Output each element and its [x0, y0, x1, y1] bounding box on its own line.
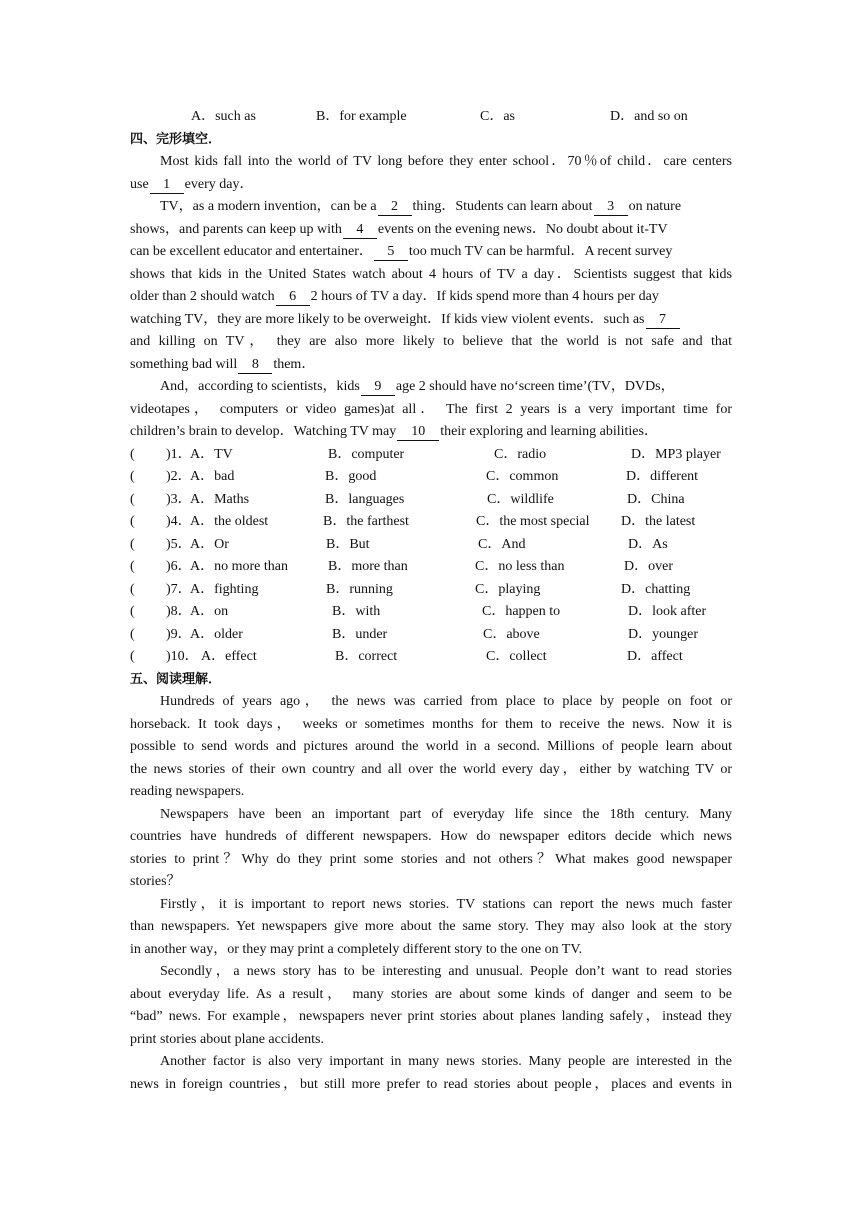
option-b: B．correct — [335, 649, 398, 664]
reading-line: reading newspapers. — [130, 784, 245, 799]
cloze-p1-line2: use 1 every day． — [130, 176, 254, 192]
top-options-row — [130, 106, 732, 129]
reading-line: print stories about plane accidents. — [130, 1031, 324, 1047]
section-5-heading: 五、阅读理解． — [130, 671, 222, 687]
question-number: )5． — [166, 536, 192, 552]
option-c: C．common — [486, 469, 559, 484]
option-b: B．languages — [325, 491, 405, 507]
option-a: A．TV — [190, 446, 233, 462]
cloze-p2-line8: something bad will 8 them． — [130, 356, 316, 372]
question-list — [130, 444, 732, 669]
option-d: D．over — [624, 559, 673, 574]
option-d: D．MP3 player — [631, 446, 721, 462]
question-number: )10． — [166, 649, 199, 664]
option-a: A．on — [190, 604, 229, 619]
cloze-p3-line2: videotapes， computers or video games)at all． The first 2 years is a very important time for — [130, 401, 732, 417]
reading-line: about everyday life. As a result， many stories are about some kinds of danger and seem to be — [130, 986, 732, 1002]
reading-line: Firstly，it is important to report news stories. TV stations can report the news much faster — [160, 896, 732, 912]
blank-4: 4 — [343, 221, 377, 239]
cloze-p3-line1: And，according to scientists，kids 9 age 2 should have no‘screen time’(TV，DVDs， — [160, 379, 675, 394]
option-c: C．collect — [486, 649, 547, 664]
question-row — [130, 444, 732, 467]
option-d: D．look after — [628, 604, 707, 619]
option-d: D．China — [627, 491, 685, 507]
top-option-c: C．as — [480, 109, 515, 124]
question-row — [130, 579, 732, 602]
blank-9: 9 — [361, 378, 395, 396]
top-option-a: A．such as — [191, 109, 256, 124]
blank-10: 10 — [397, 423, 439, 441]
question-row — [130, 534, 732, 557]
cloze-p2-line3: can be excellent educator and entertainer． 5 too much TV can be harmful．A recent survey — [130, 244, 673, 259]
question-row — [130, 511, 732, 534]
option-a: A．older — [190, 626, 243, 642]
blank-8: 8 — [238, 356, 272, 374]
question-row — [130, 556, 732, 579]
question-number: )3． — [166, 491, 192, 507]
question-row — [130, 624, 732, 647]
question-paren: ( — [130, 559, 135, 574]
question-row — [130, 601, 732, 624]
question-paren: ( — [130, 649, 135, 664]
option-c: C．playing — [475, 581, 541, 597]
option-b: B．with — [332, 604, 381, 619]
reading-line: Hundreds of years ago， the news was carried from place to place by people on foot or — [160, 694, 732, 709]
reading-line: horseback. It took days， weeks or sometimes months for them to receive the news. Now it is — [130, 716, 732, 732]
blank-1: 1 — [150, 176, 184, 194]
question-number: )7． — [166, 581, 192, 597]
question-paren: ( — [130, 491, 135, 507]
cloze-p2-line7: and killing on TV， they are also more likely to believe that the world is not safe and that — [130, 334, 732, 349]
option-b: B．under — [332, 626, 388, 642]
question-paren: ( — [130, 604, 135, 619]
option-b: B．But — [326, 536, 370, 552]
reading-line: stories？ — [130, 874, 181, 889]
question-paren: ( — [130, 536, 135, 552]
cloze-p2-line1: TV，as a modern invention，can be a 2 thing．Students can learn about 3 on nature — [160, 199, 682, 214]
reading-line: stories to print？Why do they print some stories and not others？What makes good newspaper — [130, 851, 732, 867]
reading-line: countries have hundreds of different newspapers. How do newspaper editors decide which news — [130, 829, 732, 844]
blank-6: 6 — [276, 288, 310, 306]
option-a: A．fighting — [190, 581, 259, 597]
option-d: D．different — [626, 469, 699, 484]
cloze-p2-line2: shows，and parents can keep up with 4 events on the evening news．No doubt about it-TV — [130, 221, 668, 237]
cloze-p3-line3: children’s brain to develop．Watching TV may 10 their exploring and learning abilities． — [130, 424, 658, 439]
blank-5: 5 — [374, 243, 408, 261]
option-d: D．affect — [627, 649, 683, 664]
question-paren: ( — [130, 626, 135, 642]
option-c: C．no less than — [475, 559, 565, 574]
option-d: D．the latest — [621, 514, 696, 529]
option-d: D．chatting — [621, 581, 691, 597]
blank-7: 7 — [646, 311, 680, 329]
question-number: )9． — [166, 626, 192, 642]
reading-line: news in foreign countries，but still more prefer to read stories about people，places and events in — [130, 1076, 732, 1092]
option-c: C．above — [483, 626, 540, 642]
reading-line: in another way，or they may print a completely different story to the one on TV. — [130, 941, 583, 957]
question-number: )1． — [166, 446, 192, 462]
question-row — [130, 466, 732, 489]
option-b: B．good — [325, 469, 377, 484]
option-c: C．radio — [494, 446, 547, 462]
option-b: B．the farthest — [323, 514, 409, 529]
option-b: B．running — [326, 581, 393, 597]
question-paren: ( — [130, 581, 135, 597]
cloze-p1-line1: Most kids fall into the world of TV long before they enter school．70％of child．care centers — [160, 154, 732, 169]
option-b: B．computer — [328, 446, 405, 462]
section-4-heading: 四、完形填空． — [130, 131, 222, 147]
reading-passage — [130, 691, 732, 1096]
option-a: A．the oldest — [190, 514, 269, 529]
cloze-p2-line6: watching TV，they are more likely to be overweight．If kids view violent events．such as 7 — [130, 309, 732, 332]
top-option-d: D．and so on — [610, 109, 688, 124]
reading-line: the news stories of their own country and all over the world every day，either by watching TV or — [130, 761, 732, 777]
option-a: A．effect — [201, 649, 257, 664]
option-a: A．no more than — [190, 559, 288, 574]
reading-line: Newspapers have been an important part of everyday life since the 18th century. Many — [160, 806, 732, 822]
question-number: )6． — [166, 559, 192, 574]
reading-line: Another factor is also very important in many news stories. Many people are interested in the — [160, 1054, 732, 1069]
option-c: C．the most special — [476, 514, 590, 529]
blank-3: 3 — [594, 198, 628, 216]
question-number: )4． — [166, 514, 192, 529]
reading-line: possible to send words and pictures around the world in a second. Millions of people learn about — [130, 739, 732, 754]
option-c: C．wildlife — [487, 491, 554, 507]
question-row — [130, 646, 732, 669]
option-a: A．Maths — [190, 491, 250, 507]
reading-line: Secondly，a news story has to be interesting and unusual. People don’t want to read stories — [160, 964, 732, 979]
question-paren: ( — [130, 469, 135, 484]
cloze-p2-line4: shows that kids in the United States watch about 4 hours of TV a day．Scientists suggest that kids — [130, 266, 732, 282]
option-a: A．Or — [190, 536, 229, 552]
question-number: )2． — [166, 469, 192, 484]
option-a: A．bad — [190, 469, 235, 484]
option-c: C．happen to — [482, 604, 561, 619]
cloze-p2-line5: older than 2 should watch 6 2 hours of TV a day．If kids spend more than 4 hours per day — [130, 289, 659, 304]
option-d: D．As — [628, 536, 668, 552]
question-row — [130, 489, 732, 512]
blank-2: 2 — [378, 198, 412, 216]
top-option-b: B．for example — [316, 109, 407, 124]
question-paren: ( — [130, 514, 135, 529]
option-d: D．younger — [628, 626, 698, 642]
question-number: )8． — [166, 604, 192, 619]
option-c: C．And — [478, 536, 526, 552]
reading-line: “bad” news. For example，newspapers never print stories about planes landing safely，instead they — [130, 1009, 732, 1024]
option-b: B．more than — [328, 559, 408, 574]
reading-line: than newspapers. Yet newspapers give more about the same story. They may also look at the story — [130, 919, 732, 934]
question-paren: ( — [130, 446, 135, 462]
document-page — [130, 106, 732, 1096]
